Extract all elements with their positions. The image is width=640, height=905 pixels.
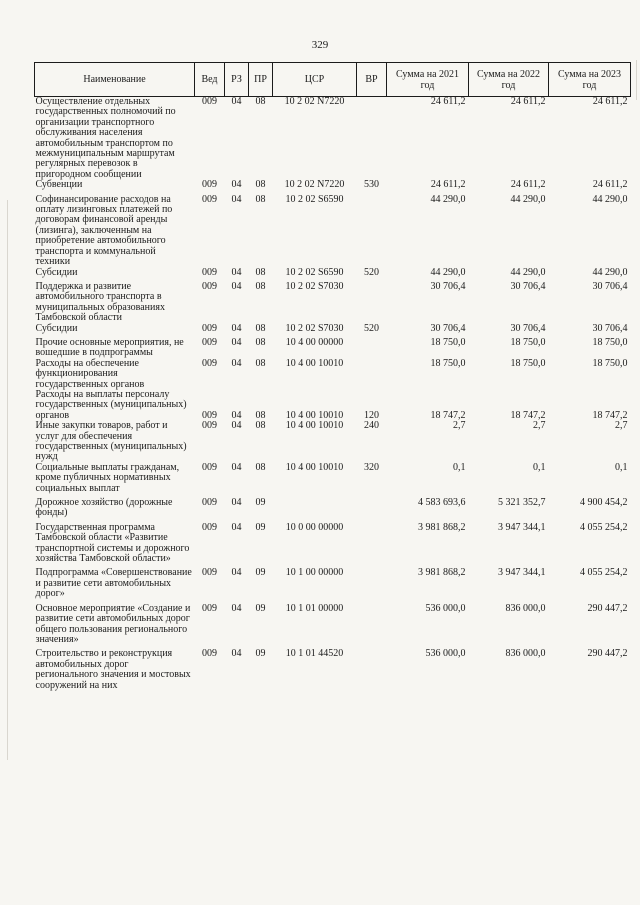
table-body: [35, 97, 631, 691]
cell-csr: 10 2 02 S7030: [285, 322, 344, 334]
cell-s2022: 44 290,0: [510, 266, 546, 278]
cell-name: Субвенции: [35, 179, 83, 191]
cell-name: Субсидии: [35, 322, 78, 334]
cell-csr: 10 1 01 00000: [285, 602, 344, 614]
cell-vr: 530: [364, 179, 379, 191]
cell-name: Расходы на выплаты персоналу государственных (муниципальных) органов: [35, 388, 187, 421]
table-row: [35, 180, 631, 190]
cell-s2023: 290 447,2: [587, 648, 628, 660]
cell-s2023: 4 900 454,2: [580, 497, 628, 509]
table-header: [35, 63, 631, 97]
table-row: [35, 191, 631, 268]
cell-csr: 10 1 01 44520: [285, 648, 344, 660]
cell-s2022: 18 750,0: [510, 336, 546, 348]
header-csr: ЦСР: [273, 63, 357, 97]
cell-s2022: 3 947 344,1: [498, 521, 546, 533]
cell-ved: 009: [202, 179, 217, 191]
cell-s2023: 290 447,2: [587, 602, 628, 614]
cell-csr: 10 4 00 10010: [285, 420, 344, 432]
cell-s2023: 18 750,0: [592, 336, 628, 348]
cell-name: Поддержка и развитие автомобильного транспорта в муниципальных образованиях Тамбовской области: [35, 280, 165, 324]
cell-pr: 08: [255, 266, 266, 278]
header-ved: Вед: [195, 63, 225, 97]
cell-pr: 08: [255, 357, 266, 369]
cell-rz: 04: [231, 96, 242, 107]
header-sum-2023: Сумма на 2023 год: [549, 63, 631, 97]
cell-pr: 09: [255, 521, 266, 533]
cell-ved: 009: [202, 461, 217, 473]
cell-rz: 04: [231, 461, 242, 473]
cell-vr: [357, 494, 387, 519]
cell-rz: 04: [231, 322, 242, 334]
cell-name: Расходы на обеспечение функционирования государственных органов: [35, 357, 145, 390]
cell-s2021: 30 706,4: [430, 280, 466, 292]
cell-ved: 009: [202, 280, 217, 292]
header-pr: ПР: [249, 63, 273, 97]
cell-ved: 009: [202, 497, 217, 509]
cell-s2022: 3 947 344,1: [498, 567, 546, 579]
cell-csr: 10 2 02 S6590: [285, 193, 344, 205]
cell-rz: 04: [231, 521, 242, 533]
cell-s2021: 0,1: [453, 461, 466, 473]
cell-ved: 009: [202, 409, 217, 421]
cell-vr: [357, 564, 387, 599]
table-row: [35, 268, 631, 278]
cell-vr: 520: [364, 266, 379, 278]
cell-s2022: 24 611,2: [510, 179, 546, 191]
table-row: [35, 97, 631, 181]
cell-s2023: 4 055 254,2: [580, 521, 628, 533]
cell-pr: 08: [255, 409, 266, 421]
cell-name: Иные закупки товаров, работ и услуг для обеспечения государственных (муниципальных) нужд: [35, 420, 187, 463]
cell-rz: 04: [231, 648, 242, 660]
scan-edge-right: [636, 60, 637, 100]
cell-s2021: 24 611,2: [430, 179, 466, 191]
cell-pr: 08: [255, 193, 266, 205]
cell-rz: 04: [231, 567, 242, 579]
cell-s2022: 24 611,2: [510, 96, 546, 107]
cell-s2023: 44 290,0: [592, 266, 628, 278]
table-row: [35, 278, 631, 324]
header-sum-2021: Сумма на 2021 год: [387, 63, 469, 97]
page-number: 329: [311, 39, 329, 51]
cell-s2021: 536 000,0: [425, 648, 466, 660]
cell-s2021: 2,7: [453, 420, 466, 432]
table-row: [35, 463, 631, 494]
cell-vr: 120: [364, 409, 379, 421]
cell-ved: 009: [202, 648, 217, 660]
cell-s2021: 30 706,4: [430, 322, 466, 334]
cell-s2021: 18 750,0: [430, 336, 466, 348]
cell-vr: 320: [364, 461, 379, 473]
cell-s2022: 2,7: [533, 420, 546, 432]
cell-vr: [357, 645, 387, 691]
cell-csr: 10 2 02 N7220: [284, 179, 345, 191]
cell-rz: 04: [231, 280, 242, 292]
cell-s2022: 44 290,0: [510, 193, 546, 205]
cell-vr: [357, 97, 387, 181]
cell-s2022: 836 000,0: [505, 648, 546, 660]
cell-s2022: 18 747,2: [510, 409, 546, 421]
cell-ved: 009: [202, 357, 217, 369]
table-row: [35, 421, 631, 463]
budget-table-container: [34, 62, 630, 691]
cell-s2022: 18 750,0: [510, 357, 546, 369]
cell-pr: 08: [255, 280, 266, 292]
cell-csr: 10 4 00 00000: [285, 336, 344, 348]
cell-s2023: 2,7: [615, 420, 628, 432]
cell-s2022: 836 000,0: [505, 602, 546, 614]
cell-csr: 10 2 02 S7030: [285, 280, 344, 292]
cell-ved: 009: [202, 602, 217, 614]
cell-pr: 09: [255, 648, 266, 660]
cell-s2023: 24 611,2: [592, 96, 628, 107]
budget-table: [34, 62, 631, 691]
cell-s2023: 30 706,4: [592, 322, 628, 334]
cell-s2021: 3 981 868,2: [418, 567, 466, 579]
cell-vr: [357, 600, 387, 646]
cell-ved: 009: [202, 420, 217, 432]
cell-csr: 10 2 02 N7220: [284, 96, 345, 107]
cell-ved: 009: [202, 193, 217, 205]
cell-name: Софинансирование расходов на оплату лизинговых платежей по договорам финансовой аренды (лизинга), заключенным на приобретение автомобильного транспорта и коммунальной техники: [35, 193, 173, 268]
cell-pr: 08: [255, 336, 266, 348]
cell-s2023: 4 055 254,2: [580, 567, 628, 579]
table-row: [35, 519, 631, 565]
cell-rz: 04: [231, 602, 242, 614]
header-rz: РЗ: [225, 63, 249, 97]
cell-pr: 08: [255, 420, 266, 432]
table-row: [35, 564, 631, 599]
cell-vr: [357, 519, 387, 565]
cell-s2021: 536 000,0: [425, 602, 466, 614]
cell-csr: 10 4 00 10010: [285, 409, 344, 421]
cell-s2021: 24 611,2: [430, 96, 466, 107]
cell-rz: 04: [231, 266, 242, 278]
cell-pr: 09: [255, 497, 266, 509]
cell-name: Осуществление отдельных государственных полномочий по организации транспортного обслуживания населения автомобильным транспортом по межмуниципальным маршрутам регулярных перевозок в пригородном сообщении: [35, 96, 176, 180]
cell-s2023: 30 706,4: [592, 280, 628, 292]
cell-ved: 009: [202, 521, 217, 533]
cell-s2022: 30 706,4: [510, 280, 546, 292]
cell-vr: [357, 191, 387, 268]
cell-rz: 04: [231, 497, 242, 509]
table-row: [35, 494, 631, 519]
table-row: [35, 334, 631, 359]
cell-name: Прочие основные мероприятия, не вошедшие в подпрограммы: [35, 336, 184, 359]
cell-rz: 04: [231, 420, 242, 432]
cell-csr: 10 4 00 10010: [285, 461, 344, 473]
cell-name: Дорожное хозяйство (дорожные фонды): [35, 497, 173, 519]
cell-vr: 520: [364, 322, 379, 334]
cell-pr: 09: [255, 567, 266, 579]
cell-name: Подпрограмма «Совершенствование и развитие сети автомобильных дорог»: [35, 567, 192, 600]
cell-pr: 08: [255, 322, 266, 334]
cell-s2021: 44 290,0: [430, 193, 466, 205]
cell-ved: 009: [202, 266, 217, 278]
cell-ved: 009: [202, 96, 217, 107]
cell-csr: 10 1 00 00000: [285, 567, 344, 579]
cell-pr: 09: [255, 602, 266, 614]
cell-rz: 04: [231, 193, 242, 205]
cell-csr: 10 4 00 10010: [285, 357, 344, 369]
cell-s2022: 0,1: [533, 461, 546, 473]
header-sum-2022: Сумма на 2022 год: [469, 63, 549, 97]
cell-csr: [273, 494, 357, 519]
cell-vr: [357, 278, 387, 324]
scan-edge-left: [7, 200, 8, 760]
cell-s2021: 3 981 868,2: [418, 521, 466, 533]
cell-vr: [357, 334, 387, 359]
cell-csr: 10 0 00 00000: [285, 521, 344, 533]
cell-rz: 04: [231, 336, 242, 348]
cell-csr: 10 2 02 S6590: [285, 266, 344, 278]
cell-name: Субсидии: [35, 266, 78, 278]
cell-name: Государственная программа Тамбовской области «Развитие транспортной системы и дорожного хозяйства Тамбовской области»: [35, 521, 190, 565]
cell-name: Социальные выплаты гражданам, кроме публичных нормативных социальных выплат: [35, 461, 180, 494]
table-row: [35, 324, 631, 334]
cell-pr: 08: [255, 461, 266, 473]
cell-rz: 04: [231, 409, 242, 421]
table-row: [35, 600, 631, 646]
cell-s2023: 18 750,0: [592, 357, 628, 369]
cell-name: Основное мероприятие «Создание и развитие сети автомобильных дорог общего пользования регионального значения»: [35, 602, 191, 645]
cell-rz: 04: [231, 179, 242, 191]
cell-s2021: 44 290,0: [430, 266, 466, 278]
cell-rz: 04: [231, 357, 242, 369]
cell-s2023: 44 290,0: [592, 193, 628, 205]
table-row: [35, 390, 631, 421]
cell-s2023: 24 611,2: [592, 179, 628, 191]
header-name: Наименование: [35, 63, 195, 97]
cell-vr: 240: [364, 420, 379, 432]
table-row: [35, 645, 631, 691]
cell-s2023: 0,1: [615, 461, 628, 473]
cell-s2021: 4 583 693,6: [418, 497, 466, 509]
cell-s2022: 30 706,4: [510, 322, 546, 334]
header-vr: ВР: [357, 63, 387, 97]
cell-ved: 009: [202, 336, 217, 348]
cell-s2023: 18 747,2: [592, 409, 628, 421]
cell-ved: 009: [202, 567, 217, 579]
cell-s2021: 18 750,0: [430, 357, 466, 369]
cell-pr: 08: [255, 96, 266, 107]
cell-name: Строительство и реконструкция автомобильных дорог регионального значения и мостовых сооружений на них: [35, 648, 191, 691]
table-row: [35, 359, 631, 390]
cell-pr: 08: [255, 179, 266, 191]
cell-vr: [357, 359, 387, 390]
cell-s2021: 18 747,2: [430, 409, 466, 421]
cell-s2022: 5 321 352,7: [498, 497, 546, 509]
cell-ved: 009: [202, 322, 217, 334]
